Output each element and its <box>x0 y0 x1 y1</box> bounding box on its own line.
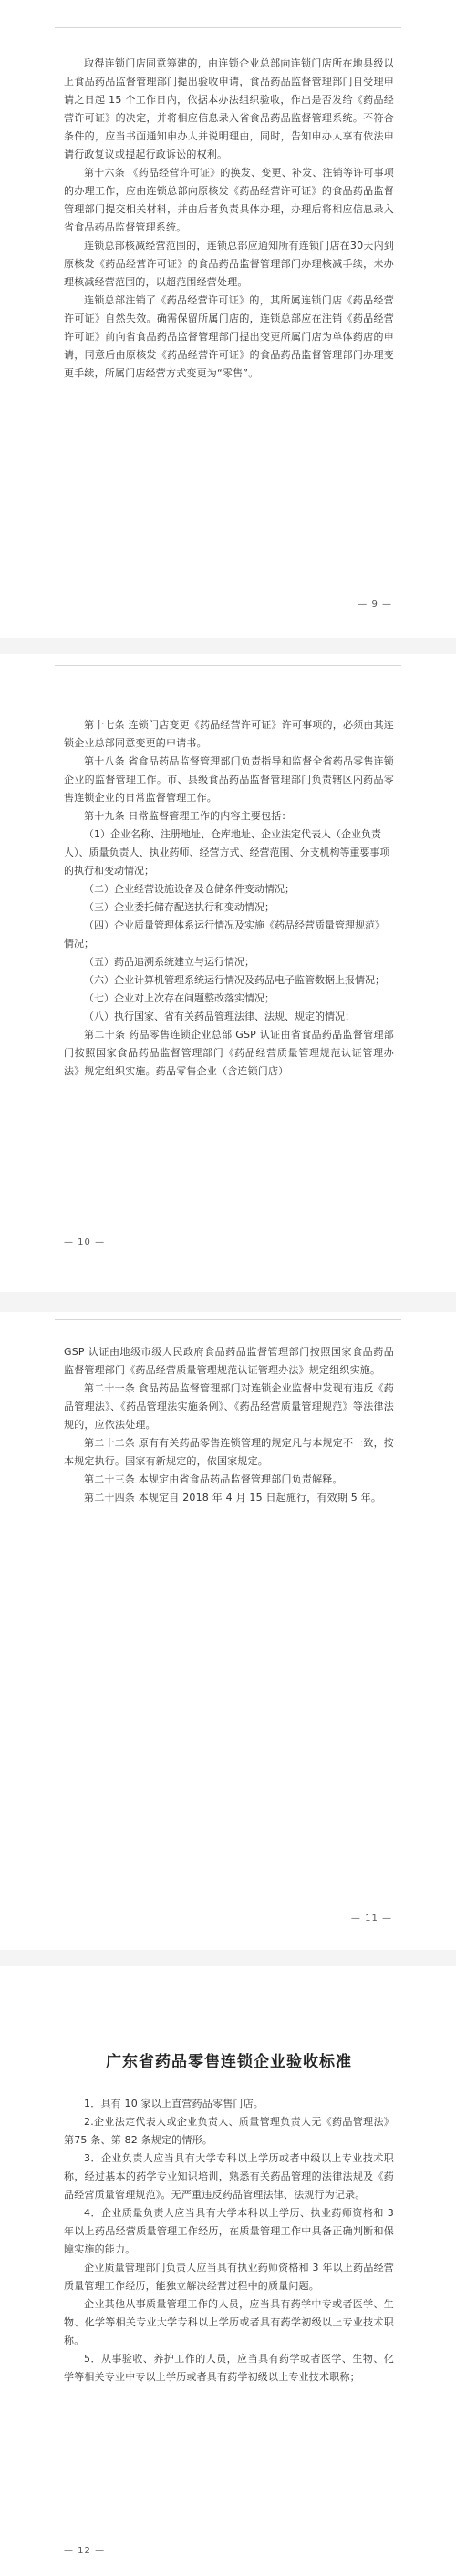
page-gap <box>0 1292 456 1312</box>
list-item: （四）企业质量管理体系运行情况及实施《药品经营质量管理规范》情况； <box>64 919 385 949</box>
document-page-9 <box>0 0 456 638</box>
article-24: 第二十四条 本规定自 2018 年 4 月 15 日起施行，有效期 5 年。 <box>84 1492 382 1504</box>
list-item: （三）企业委托储存配送执行和变动情况； <box>84 901 275 913</box>
page-number: — 12 — <box>64 2546 106 2556</box>
list-item: （六）企业计算机管理系统运行情况及药品电子监管数据上报情况； <box>84 974 385 986</box>
list-item: 4．企业质量负责人应当具有大学本科以上学历、执业药师资格和 3 年以上药品经营质量管理工作经历，在质量管理工作中具备正确判断和保障实施的能力。 <box>64 2207 394 2255</box>
list-item: （五）药品追溯系统建立与运行情况； <box>84 956 254 968</box>
article-20: 第二十条 药品零售连锁企业总部 GSP 认证由省食品药品监督管理部门按照国家食品药品监督管理部门《药品经营质量管理规范认证管理办法》规定组织实施。药品零售企业（含连锁门店） <box>64 1029 394 1077</box>
list-item: （八）执行国家、省有关药品管理法律、法规、规定的情况； <box>84 1011 355 1022</box>
page-top-rule <box>55 27 401 28</box>
page-gap <box>0 638 456 654</box>
list-item: 2.企业法定代表人或企业负责人、质量管理负责人无《药品管理法》第75 条、第 82 条规定的情形。 <box>64 2116 394 2146</box>
article-22: 第二十二条 原有有关药品零售连锁管理的规定凡与本规定不一致，按本规定执行。国家有新规定的，依国家规定。 <box>64 1437 394 1467</box>
document-page-12 <box>0 1966 456 2576</box>
paragraph: 企业其他从事质量管理工作的人员，应当具有药学中专或者医学、生物、化学等相关专业大学专科以上学历或者具有药学初级以上专业技术职称。 <box>64 2298 394 2346</box>
paragraph: 连锁总部注销了《药品经营许可证》的，其所属连锁门店《药品经营许可证》自然失效。确需保留所属门店的，连锁总部应在注销《药品经营许可证》前向省食品药品监督管理部门提出变更所属门店为单体药店的申请，同意后由原核发《药品经营许可证》的食品药品监督管理部门办理变更手续，所属门店经营方式变更为“零售”。 <box>64 294 394 379</box>
article-23: 第二十三条 本规定由省食品药品监督管理部门负责解释。 <box>84 1473 343 1485</box>
paragraph: 连锁总部核减经营范围的，连锁总部应通知所有连锁门店在30天内到原核发《药品经营许可证》的食品药品监督管理部门办理核减手续，未办理核减经营范围的，以超范围经营处理。 <box>64 240 394 288</box>
document-page-10 <box>0 654 456 1292</box>
page-top-rule <box>55 1319 401 1320</box>
page-body <box>64 1343 394 1507</box>
article-19: 第十九条 日常监督管理工作的内容主要包括： <box>84 810 292 822</box>
list-item: 1．具有 10 家以上直营药品零售门店。 <box>84 2098 264 2109</box>
list-item: 5．从事验收、养护工作的人员，应当具有药学或者医学、生物、化学等相关专业中专以上学历或者具有药学初级以上专业技术职称； <box>64 2353 394 2383</box>
list-item: （1）企业名称、注册地址、仓库地址、企业法定代表人（企业负责人）、质量负责人、执业药师、经营方式、经营范围、分支机构等重要事项的执行和变动情况； <box>64 828 390 877</box>
page-gap <box>0 1950 456 1966</box>
list-item: 3．企业负责人应当具有大学专科以上学历或者中级以上专业技术职称，经过基本的药学专业知识培训，熟悉有关药品管理的法律法规及《药品经营质量管理规范》。无严重违反药品管理法律、法规行为记录。 <box>64 2152 394 2201</box>
paragraph: 取得连锁门店同意筹建的，由连锁企业总部向连锁门店所在地县级以上食品药品监督管理部门提出验收申请，食品药品监督管理部门自受理申请之日起 15 个工作日内，依据本办法组织验收，作出是否发给《药品经营许可证》的决定，并将相应信息录入省食品药品监督管理系统。不符合条件的，应当书面通知申办人并说明理由，同时，告知申办人享有依法申请行政复议或提起行政诉讼的权利。 <box>64 57 394 160</box>
article-18: 第十八条 省食品药品监督管理部门负责指导和监督全省药品零售连锁企业的监督管理工作。市、县级食品药品监督管理部门负责辖区内药品零售连锁企业的日常监督管理工作。 <box>64 755 394 804</box>
page-body <box>64 716 394 1081</box>
list-item: （七）企业对上次存在问题整改落实情况； <box>84 992 275 1004</box>
paragraph: GSP 认证由地级市级人民政府食品药品监督管理部门按照国家食品药品监督管理部门《药品经营质量管理规范认证管理办法》规定组织实施。 <box>64 1346 394 1376</box>
document-page-11 <box>0 1312 456 1950</box>
article-17: 第十七条 连锁门店变更《药品经营许可证》许可事项的，必须由其连锁企业总部同意变更的申请书。 <box>64 719 394 749</box>
page-number: — 11 — <box>350 1914 392 1924</box>
article-21: 第二十一条 食品药品监督管理部门对连锁企业监督中发现有违反《药品管理法》、《药品管理法实施条例》、《药品经营质量管理规范》等法律法规的，应依法处理。 <box>64 1382 394 1431</box>
page-number: — 10 — <box>64 1237 106 1247</box>
article-16: 第十六条 《药品经营许可证》的换发、变更、补发、注销等许可事项的办理工作，应由连锁总部向原核发《药品经营许可证》的食品药品监督管理部门提交相关材料，并由后者负责具体办理，办理后将相应信息录入省食品药品监督管理系统。 <box>64 167 394 233</box>
page-title: 广东省药品零售连锁企业验收标准 <box>106 2053 352 2071</box>
page-body <box>64 2048 394 2386</box>
list-item: （二）企业经营设施设备及仓储条件变动情况； <box>84 883 295 895</box>
page-body <box>64 55 394 383</box>
page-top-rule <box>55 665 401 666</box>
paragraph: 企业质量管理部门负责人应当具有执业药师资格和 3 年以上药品经营质量管理工作经历，能独立解决经营过程中的质量问题。 <box>64 2262 394 2292</box>
page-number: — 9 — <box>358 600 392 610</box>
